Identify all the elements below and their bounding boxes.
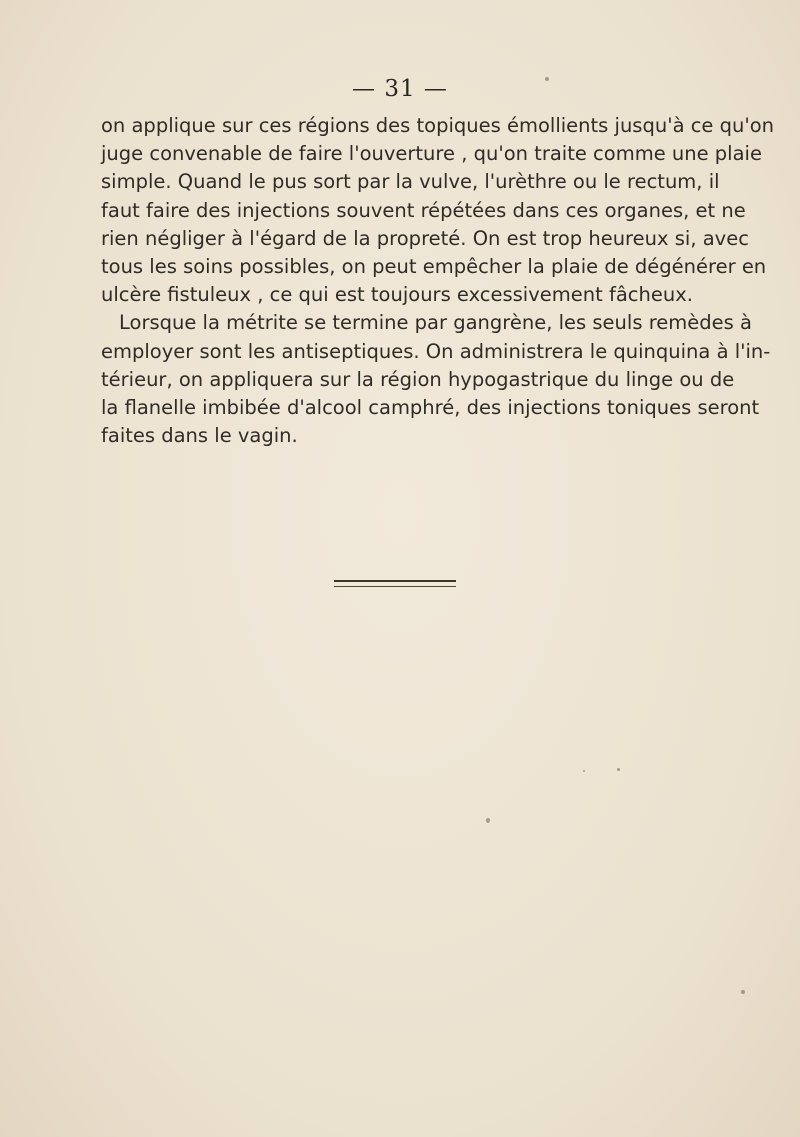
text-line: faut faire des injections souvent répétées dans ces organes, et ne xyxy=(101,198,746,222)
text-line: la flanelle imbibée d'alcool camphré, des injections toniques seront xyxy=(101,395,760,419)
paper-speck xyxy=(741,990,745,994)
section-divider-thin xyxy=(334,586,456,587)
text-line: Lorsque la métrite se termine par gangrène, les seuls remèdes à xyxy=(119,311,752,335)
paper-speck xyxy=(486,818,490,823)
text-line: térieur, on appliquera sur la région hypogastrique du linge ou de xyxy=(101,367,735,391)
text-line: ulcère fistuleux , ce qui est toujours excessivement fâcheux. xyxy=(101,283,693,307)
paper-speck xyxy=(545,77,549,81)
paper-speck xyxy=(583,770,585,772)
text-line: juge convenable de faire l'ouverture , qu'on traite comme une plaie xyxy=(101,142,762,166)
text-line: faites dans le vagin. xyxy=(101,424,298,448)
body-text xyxy=(101,112,775,450)
text-line: rien négliger à l'égard de la propreté. On est trop heureux si, avec xyxy=(101,226,749,250)
page-number: — 31 — xyxy=(352,76,448,102)
text-line: employer sont les antiseptiques. On administrera le quinquina à l'in- xyxy=(101,339,771,363)
section-divider xyxy=(334,580,456,582)
text-line: simple. Quand le pus sort par la vulve, l'urèthre ou le rectum, il xyxy=(101,170,720,194)
paper-speck xyxy=(617,768,620,771)
text-line: on applique sur ces régions des topiques émollients jusqu'à ce qu'on xyxy=(101,114,775,137)
text-line: tous les soins possibles, on peut empêcher la plaie de dégénérer en xyxy=(101,254,767,278)
